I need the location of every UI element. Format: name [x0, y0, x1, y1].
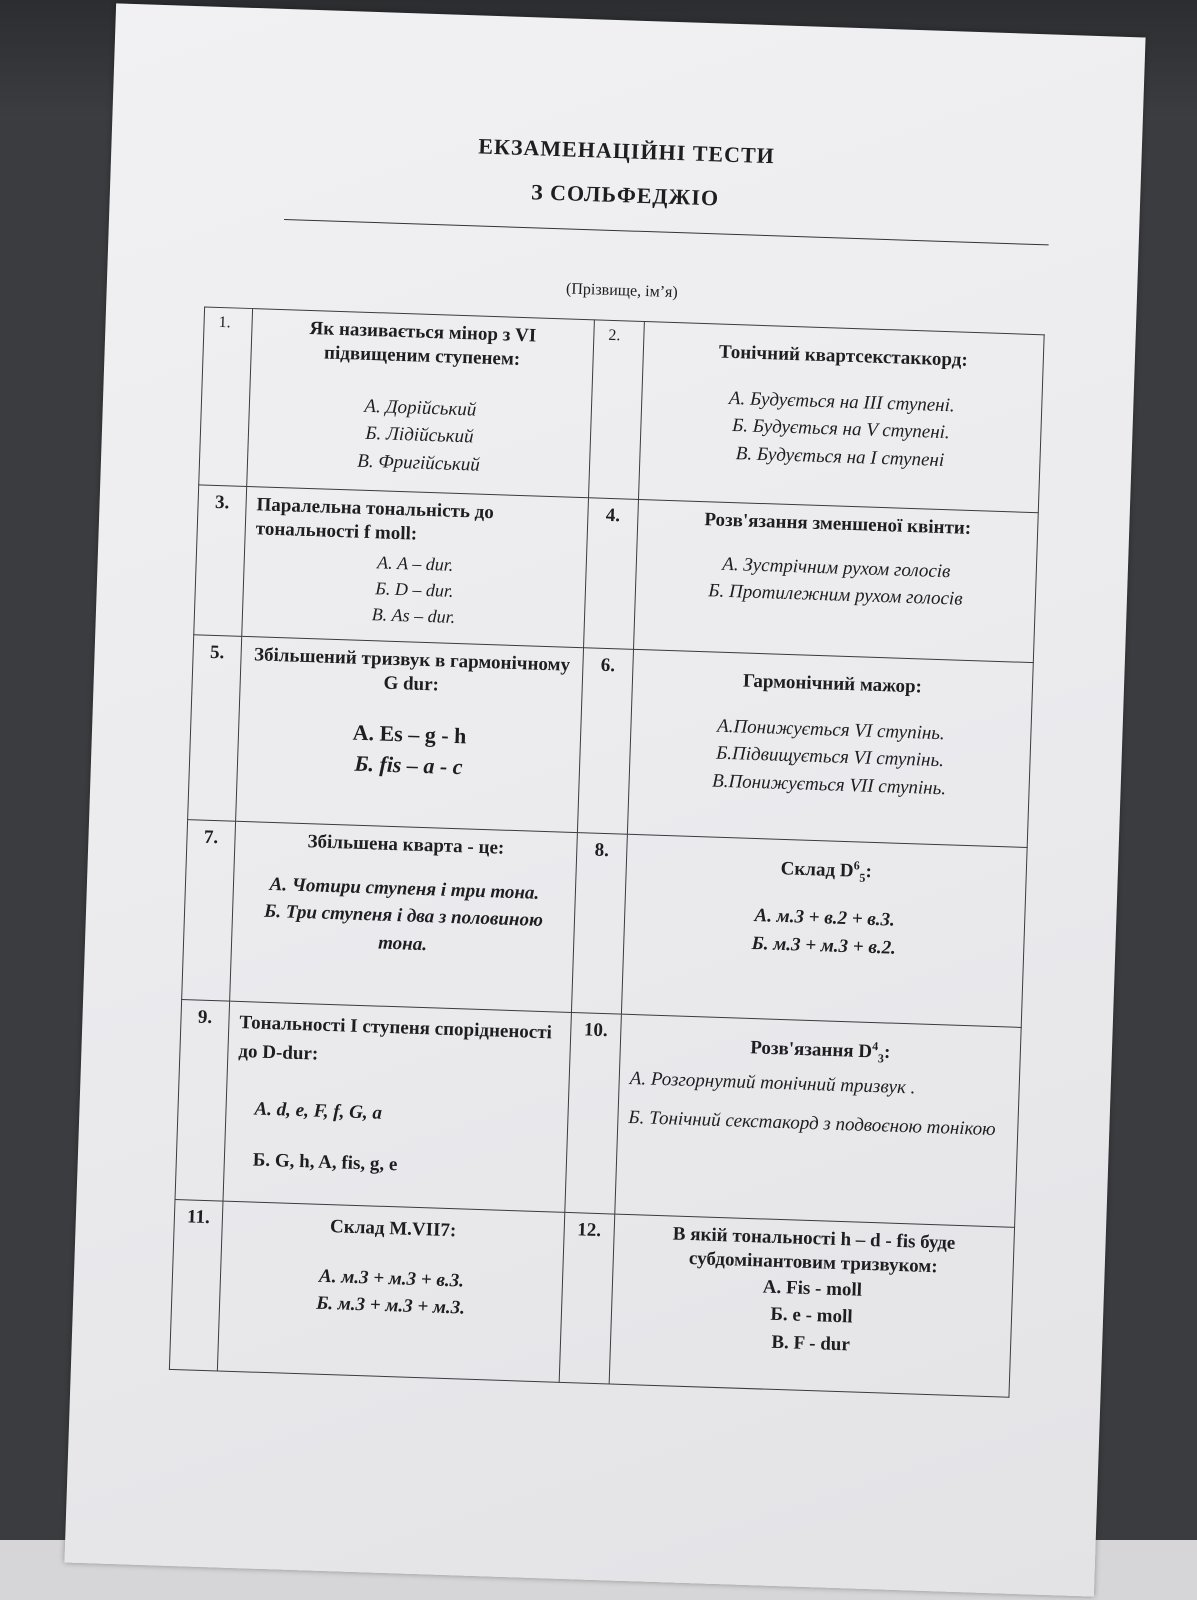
answer-options	[248, 713, 571, 787]
question-text: Гармонічний мажор:	[742, 670, 923, 698]
question-text: Розв'язання зменшеної квінти:	[704, 509, 972, 539]
answer-option[interactable]: А. A – dur.	[376, 551, 454, 575]
question-text-prefix: Розв'язання D	[749, 1037, 873, 1063]
answer-option[interactable]: Б. Тонічний секстакорд з подвоєною тонікою	[628, 1106, 996, 1140]
question-number: 3.	[194, 485, 247, 637]
question-number: 2.	[589, 320, 645, 500]
question-cell-3	[242, 486, 589, 647]
answer-option[interactable]: Б. Протилежним рухом голосів	[707, 580, 963, 611]
answer-options	[230, 1260, 553, 1326]
answer-option[interactable]: В. Фригійський	[356, 450, 481, 476]
question-text-prefix: Склад D	[780, 858, 854, 882]
question-number: 5.	[188, 635, 242, 821]
question-text: Збільшений тризвук в гармонічному G dur:	[253, 644, 571, 696]
answer-option[interactable]: А.Понижується VI ступінь.	[716, 715, 946, 744]
answer-options	[646, 548, 1027, 616]
answer-option[interactable]: Б. м.3 + м.3 + м.3.	[315, 1293, 466, 1319]
answer-options	[621, 1268, 1003, 1363]
answer-options	[650, 382, 1032, 477]
table-row	[169, 1199, 1014, 1397]
answer-option[interactable]: Б. e - moll	[770, 1303, 853, 1328]
answer-option[interactable]: Б. G, h, A, fis, g, e	[252, 1149, 398, 1176]
answer-option[interactable]: Б. fis – a - c	[354, 751, 463, 780]
answer-option[interactable]: Б. Лідійський	[365, 422, 474, 448]
answer-option[interactable]: В. F - dur	[771, 1331, 851, 1356]
question-cell-2	[638, 322, 1044, 513]
answer-option[interactable]: А. d, e, F, f, G, a	[254, 1098, 383, 1124]
answer-option[interactable]: В.Понижується VII ступінь.	[711, 770, 947, 800]
chord-subscript: 3	[877, 1051, 885, 1066]
answer-option[interactable]: А. Дорійський	[364, 395, 477, 421]
answer-options	[234, 1083, 558, 1196]
answer-options	[634, 898, 1015, 966]
question-cell-9	[223, 1001, 571, 1212]
question-text: Паралельна тональність до тональності f moll:	[255, 494, 495, 545]
answer-options	[253, 545, 576, 634]
question-text: Тонічний квартсекстаккорд:	[718, 341, 969, 371]
answer-option[interactable]: А. Чотири ступеня і три тона.	[269, 873, 540, 904]
answer-option[interactable]: А. Fis - moll	[762, 1276, 863, 1301]
question-cell-10	[615, 1014, 1021, 1227]
answer-options	[258, 389, 582, 482]
question-number: 11.	[169, 1199, 223, 1370]
answer-option[interactable]: Б.Підвищується VI ступінь.	[715, 742, 945, 772]
question-text: Збільшена кварта - це:	[307, 831, 505, 859]
table-row	[188, 635, 1034, 848]
question-number: 8.	[571, 833, 627, 1015]
answer-option[interactable]: Б. Будується на V ступені.	[731, 415, 951, 444]
table-row	[182, 820, 1028, 1028]
answer-option[interactable]: В. Будується на I ступені	[735, 442, 945, 471]
name-fill-line[interactable]	[284, 219, 1049, 245]
question-number: 1.	[199, 307, 253, 486]
question-cell-7	[230, 821, 578, 1012]
question-cell-12	[609, 1214, 1014, 1397]
question-text	[630, 1031, 1010, 1071]
answer-option[interactable]: А. м.3 + м.3 + в.3.	[318, 1265, 465, 1292]
answer-option[interactable]: А. Розгорнутий тонічний тризвук .	[629, 1068, 916, 1099]
answer-option[interactable]: А. Es – g - h	[352, 719, 467, 748]
question-cell-6	[627, 649, 1033, 847]
answer-options	[242, 870, 566, 963]
question-number: 6.	[577, 648, 633, 835]
answer-option[interactable]: Б. м.3 + м.3 + в.2.	[751, 932, 897, 959]
answer-option[interactable]: А. м.3 + в.2 + в.3.	[754, 905, 896, 931]
name-caption: (Прізвище, ім’я)	[565, 280, 679, 302]
question-cell-5	[236, 636, 584, 832]
question-text: Як називається мінор з VI підвищеним ступенем:	[309, 317, 537, 370]
question-number: 4.	[584, 498, 639, 650]
question-text: В якій тональності h – d - fis буде субдомінантовим тризвуком:	[672, 1223, 956, 1278]
answer-option[interactable]: В. As – dur.	[371, 603, 456, 627]
page-title: ЕКЗАМЕНАЦІЙНІ ТЕСТИ	[477, 133, 776, 169]
table-row	[199, 307, 1044, 513]
question-number: 10.	[565, 1013, 622, 1215]
question-text: Склад М.VII7:	[329, 1216, 457, 1242]
question-cell-4	[634, 499, 1039, 662]
answer-options	[639, 710, 1021, 805]
answer-option[interactable]: Б. D – dur.	[374, 577, 454, 601]
question-number: 7.	[182, 820, 236, 1001]
chord-superscript: 4	[872, 1039, 879, 1054]
answer-option[interactable]: Б. Три ступеня і два з половиною тона.	[263, 901, 544, 956]
exam-sheet	[64, 3, 1145, 1596]
questions-table	[169, 306, 1045, 1397]
answer-option[interactable]: А. Зустрічним рухом голосів	[721, 553, 951, 583]
question-text	[636, 851, 1016, 891]
answer-option[interactable]: А. Будується на III ступені.	[728, 387, 956, 417]
question-number: 12.	[559, 1212, 615, 1384]
question-text-suffix: :	[883, 1041, 891, 1063]
answer-options	[628, 1064, 1009, 1145]
chord-subscript: 5	[859, 870, 866, 885]
question-cell-1	[247, 309, 595, 498]
question-cell-8	[621, 834, 1027, 1027]
question-cell-11	[217, 1201, 564, 1382]
page-subtitle: З СОЛЬФЕДЖІО	[530, 179, 720, 211]
question-text-suffix: :	[865, 861, 873, 883]
chord-superscript: 6	[853, 858, 860, 873]
table-row	[175, 1000, 1021, 1228]
question-text: Тональності I ступеня спорідненості до D-dur:	[238, 1012, 553, 1066]
table-row	[194, 485, 1039, 663]
question-number: 9.	[175, 1000, 230, 1201]
